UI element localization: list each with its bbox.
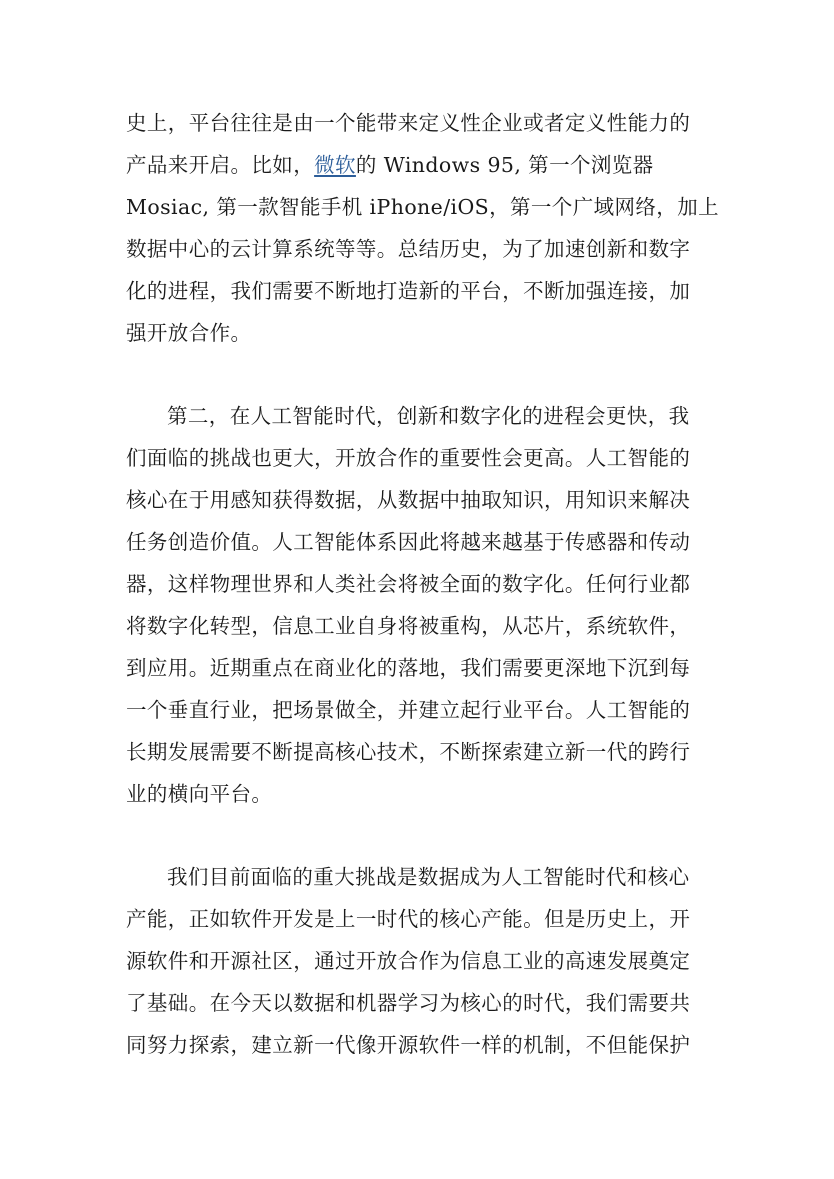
paragraph-1-line-2-text-before: 产品来开启。比如， [126, 153, 315, 177]
paragraph-1-line-2 [126, 145, 654, 185]
paragraph-2-line-6: 将数字化转型，信息工业自身将被重构，从芯片，系统软件， [126, 614, 691, 638]
paragraph-3-line-1: 我们目前面临的重大挑战是数据成为人工智能时代和核心 [167, 865, 690, 889]
paragraph-2-line-2: 们面临的挑战也更大，开放合作的重要性会更高。人工智能的 [126, 446, 691, 470]
paragraph-1-line-5: 化的进程，我们需要不断地打造新的平台，不断加强连接，加 [126, 279, 691, 303]
paragraph-3-line-3: 源软件和开源社区，通过开放合作为信息工业的高速发展奠定 [126, 949, 691, 973]
paragraph-2-line-8: 一个垂直行业，把场景做全，并建立起行业平台。人工智能的 [126, 698, 691, 722]
paragraph-2-line-4: 任务创造价值。人工智能体系因此将越来越基于传感器和传动 [126, 530, 691, 554]
paragraph-1-line-2-text-after: 的 Windows 95, 第一个浏览器 [355, 153, 654, 177]
paragraph-2-line-9: 长期发展需要不断提高核心技术，不断探索建立新一代的跨行 [126, 740, 691, 764]
paragraph-1-line-1: 史上，平台往往是由一个能带来定义性企业或者定义性能力的 [126, 111, 691, 135]
paragraph-3-line-4: 了基础。在今天以数据和机器学习为核心的时代，我们需要共 [126, 991, 691, 1015]
paragraph-1-line-6: 强开放合作。 [126, 321, 252, 345]
paragraph-1-line-4: 数据中心的云计算系统等等。总结历史，为了加速创新和数字 [126, 237, 691, 261]
microsoft-link[interactable]: 微软 [314, 153, 356, 177]
paragraph-2-line-7: 到应用。近期重点在商业化的落地，我们需要更深地下沉到每 [126, 656, 691, 680]
paragraph-2-line-1: 第二，在人工智能时代，创新和数字化的进程会更快，我 [167, 404, 690, 428]
paragraph-2-line-10: 业的横向平台。 [126, 782, 273, 806]
paragraph-1-line-3: Mosiac, 第一款智能手机 iPhone/iOS，第一个广域网络，加上 [126, 195, 720, 219]
paragraph-3-line-2: 产能，正如软件开发是上一时代的核心产能。但是历史上，开 [126, 907, 691, 931]
paragraph-2-line-3: 核心在于用感知获得数据，从数据中抽取知识，用知识来解决 [126, 488, 691, 512]
paragraph-2-line-5: 器，这样物理世界和人类社会将被全面的数字化。任何行业都 [126, 572, 691, 596]
paragraph-3-line-5: 同努力探索，建立新一代像开源软件一样的机制，不但能保护 [126, 1033, 691, 1057]
